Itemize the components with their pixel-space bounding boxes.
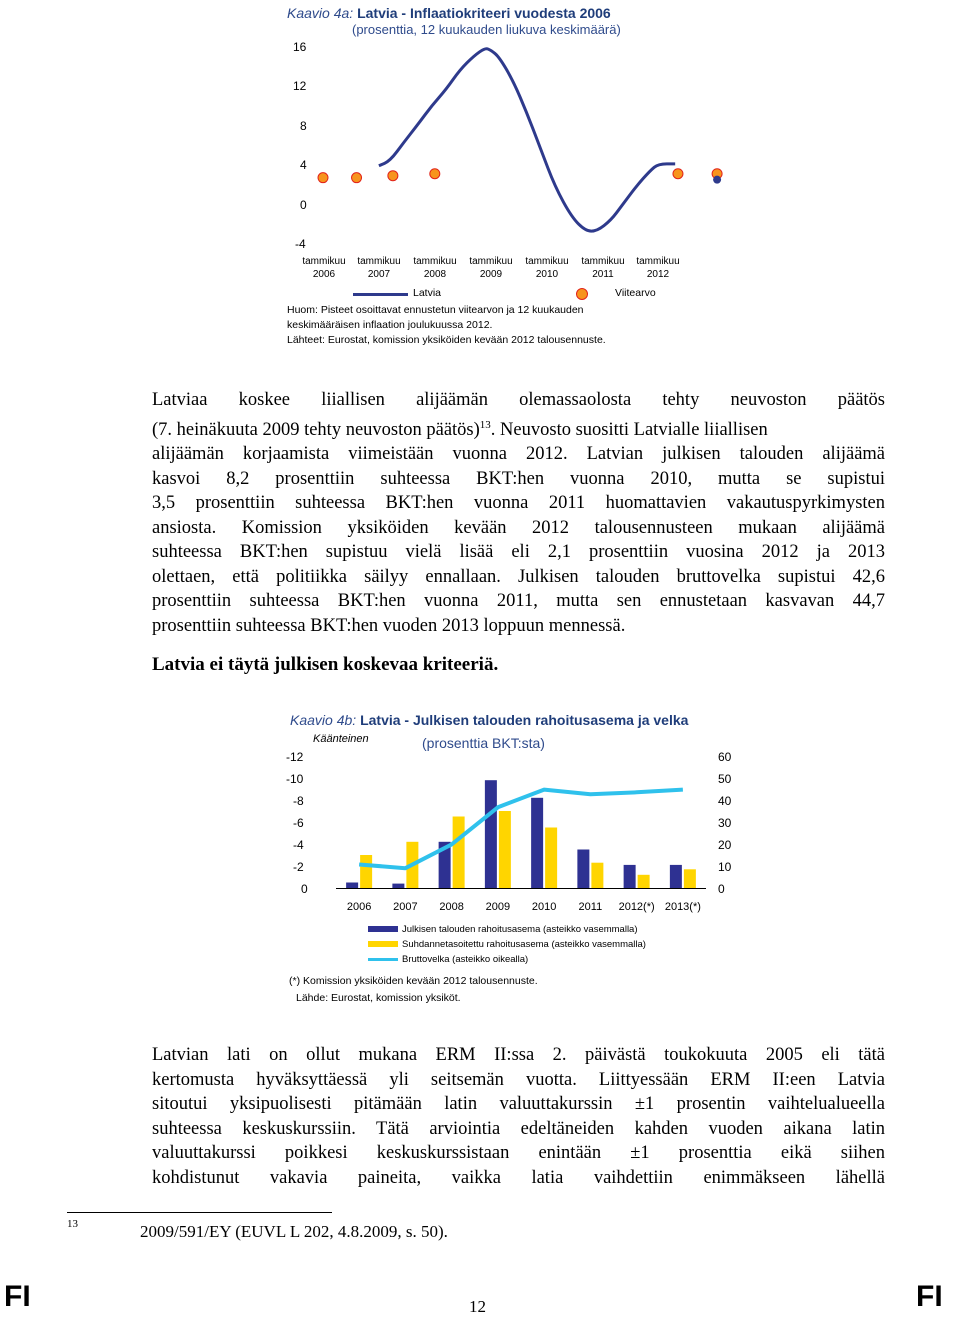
bar-rahoitusasema: [577, 850, 589, 889]
chart2-source: Lähde: Eurostat, komission yksiköt.: [296, 992, 461, 1004]
chart2-subtitle: (prosenttia BKT:sta): [422, 735, 545, 751]
bar-suhdannetasoitettu: [545, 828, 557, 889]
chart2-caption-title: Latvia - Julkisen talouden rahoitusasema ja velka: [360, 712, 689, 728]
legend-latvia-line: [353, 293, 408, 296]
bar-suhdannetasoitettu: [360, 855, 372, 888]
chart2-caption-label: Kaavio 4b:: [290, 712, 357, 728]
chart1-caption-title: Latvia - Inflaatiokriteeri vuodesta 2006: [357, 5, 611, 21]
chart2-ytick-right: 30: [718, 816, 732, 830]
footnote-number: 13: [67, 1218, 78, 1230]
footnote-ref[interactable]: 13: [479, 418, 491, 431]
chart1-xtick: tammikuu 2008: [413, 256, 457, 280]
chart1-ytick: 4: [300, 158, 307, 172]
bar-rahoitusasema: [485, 780, 497, 888]
viitearvo-point: [318, 173, 328, 183]
chart1-source: Lähteet: Eurostat, komission yksiköiden kevään 2012 talousennuste.: [287, 334, 606, 346]
chart2-ytick-left: -10: [286, 772, 304, 786]
bar-suhdannetasoitettu: [591, 863, 603, 888]
chart2-xtick: 2010: [531, 901, 557, 913]
latvia-line: [379, 49, 675, 231]
chart1-ytick: -4: [295, 237, 306, 251]
chart2-ytick-left: -12: [286, 750, 304, 764]
chart2-plot: [0, 700, 960, 930]
chart2-ytick-right: 60: [718, 750, 732, 764]
bar-suhdannetasoitettu: [638, 875, 650, 888]
footnote-divider: [67, 1212, 332, 1213]
chart2-ytick-right: 40: [718, 794, 732, 808]
chart1-xtick: tammikuu 2006: [302, 256, 346, 280]
chart1-note: Huom: Pisteet osoittavat ennustetun viitearvon ja 12 kuukauden keskimääräisen inflaation joulukuussa 2012. Lähteet: Eurostat, komission yksiköiden kevään 2012 talousennuste.: [287, 303, 687, 348]
paragraph-2: Latvian lati on ollut mukana ERM II:ssa 2. päivästä toukokuuta 2005 eli tätä kertomusta hyväksyttäessä yli seitsemän vuotta. Liittyessään ERM II:een Latvia sitoutui yksipuolisesti pitämään latin valuuttakurssin ±1 prosentin vaihtelualueella suhteessa keskuskurssiin. Tätä arviointia edeltäneiden kahden vuoden aikana latin valuuttakurssi poikkesi keskuskurssistaan enintään ±1 prosenttia eikä siihen kohdistunut vakavia paineita, vaikka latia vaihdettiin enimmäkseen lähellä: [152, 1045, 885, 1188]
page-number: 12: [469, 1297, 486, 1316]
bar-rahoitusasema: [624, 865, 636, 888]
chart2-ytick-left: 0: [301, 882, 308, 896]
chart1-xtick: tammikuu 2010: [525, 256, 569, 280]
footer-language-right: FI: [916, 1280, 943, 1313]
legend-structural-swatch: [368, 941, 398, 947]
legend-debt-swatch: [368, 958, 398, 961]
legend-structural: Suhdannetasoitettu rahoitusasema (asteikko vasemmalla): [368, 937, 646, 952]
chart2-legend: [368, 922, 646, 967]
bar-suhdannetasoitettu: [453, 817, 465, 889]
bar-suhdannetasoitettu: [499, 811, 511, 888]
legend-viitearvo-label: Viitearvo: [615, 287, 656, 299]
chart1-ytick: 16: [293, 40, 307, 54]
chart1-ytick: 0: [300, 198, 307, 212]
chart1-ytick: 8: [300, 119, 307, 133]
bar-rahoitusasema: [392, 884, 404, 888]
chart1-caption-label: Kaavio 4a:: [287, 5, 354, 21]
chart2-ytick-right: 20: [718, 838, 732, 852]
paragraph-1: Latviaa koskee liiallisen alijäämän olemassaolosta tehty neuvoston päätös (7. heinäkuuta 2009 tehty neuvoston päätös)$^{13}$. Neuvosto suositti Latvialle liiallisen alijäämän korjaamista viimeistään vuonna 2012. Latvian julkisen talouden alijäämä kasvoi 8,2 prosenttiin suhteessa BKT:hen vuonna 2010, mutta se supistui 3,5 prosenttiin suhteessa BKT:hen vuonna 2011 huomattavien vakautuspyrkimysten ansiosta. Komission yksiköiden kevään 2012 talousennusteen mukaan alijäämä suhteessa BKT:hen supistuu vielä lisää eli 2,1 prosenttiin vuosina 2012 ja 2013 olettaen, että politiikka säilyy ennallaan. Julkisen talouden bruttovelka supistui 42,6 prosenttiin suhteessa BKT:hen vuonna 2011, mutta sen ennustetaan kasvavan 44,7 prosenttiin suhteessa BKT:hen vuoden 2013 loppuun mennessä.: [152, 390, 885, 636]
chart2-ytick-left: -6: [293, 816, 304, 830]
chart2-ytick-left: -2: [293, 860, 304, 874]
chart1-xtick: tammikuu 2007: [357, 256, 401, 280]
legend-debt: Bruttovelka (asteikko oikealla): [368, 952, 646, 967]
chart1-xtick: tammikuu 2009: [469, 256, 513, 280]
legend-balance-swatch: [368, 926, 398, 932]
chart1-subtitle: (prosenttia, 12 kuukauden liukuva keskimäärä): [352, 22, 621, 37]
bar-suhdannetasoitettu: [684, 869, 696, 888]
viitearvo-point: [388, 171, 398, 181]
legend-viitearvo-marker: [576, 288, 588, 300]
bar-rahoitusasema: [670, 865, 682, 888]
chart2-ytick-right: 0: [718, 882, 725, 896]
bar-rahoitusasema: [531, 798, 543, 888]
chart2-ytick-right: 50: [718, 772, 732, 786]
chart1-xtick: tammikuu 2012: [636, 256, 680, 280]
chart2-xtick: 2009: [485, 901, 511, 913]
chart1-legend: [353, 287, 693, 301]
chart2-note: (*) Komission yksiköiden kevään 2012 talousennuste.: [289, 975, 538, 987]
chart2-ytick-left: -4: [293, 838, 304, 852]
chart2-ytick-right: 10: [718, 860, 732, 874]
legend-latvia-label: Latvia: [413, 287, 442, 299]
chart2-notes: [289, 973, 538, 1007]
viitearvo-point: [673, 169, 683, 179]
chart2-xtick: 2007: [393, 901, 418, 913]
latvia-forecast-point: [713, 176, 721, 184]
legend-balance: Julkisen talouden rahoitusasema (asteikko vasemmalla): [368, 922, 646, 937]
chart2-xtick: 2013(*): [664, 901, 701, 913]
chart1-xtick: tammikuu 2011: [581, 256, 625, 280]
bar-rahoitusasema: [346, 883, 358, 889]
chart2-xtick: 2011: [578, 901, 603, 913]
chart2-kaanteinen: Käänteinen: [313, 733, 369, 745]
chart2-xtick: 2012(*): [618, 901, 655, 913]
footnote-text: 2009/591/EY (EUVL L 202, 4.8.2009, s. 50).: [140, 1222, 448, 1241]
chart2-xtick: 2008: [439, 901, 464, 913]
viitearvo-point: [430, 169, 440, 179]
chart1-ytick: 12: [293, 79, 307, 93]
chart2-xtick: 2006: [346, 901, 372, 913]
footer-language-left: FI: [4, 1280, 31, 1313]
viitearvo-point: [352, 173, 362, 183]
chart2-ytick-left: -8: [293, 794, 304, 808]
conclusion: Latvia ei täytä julkisen koskevaa kriteeriä.: [152, 654, 499, 675]
